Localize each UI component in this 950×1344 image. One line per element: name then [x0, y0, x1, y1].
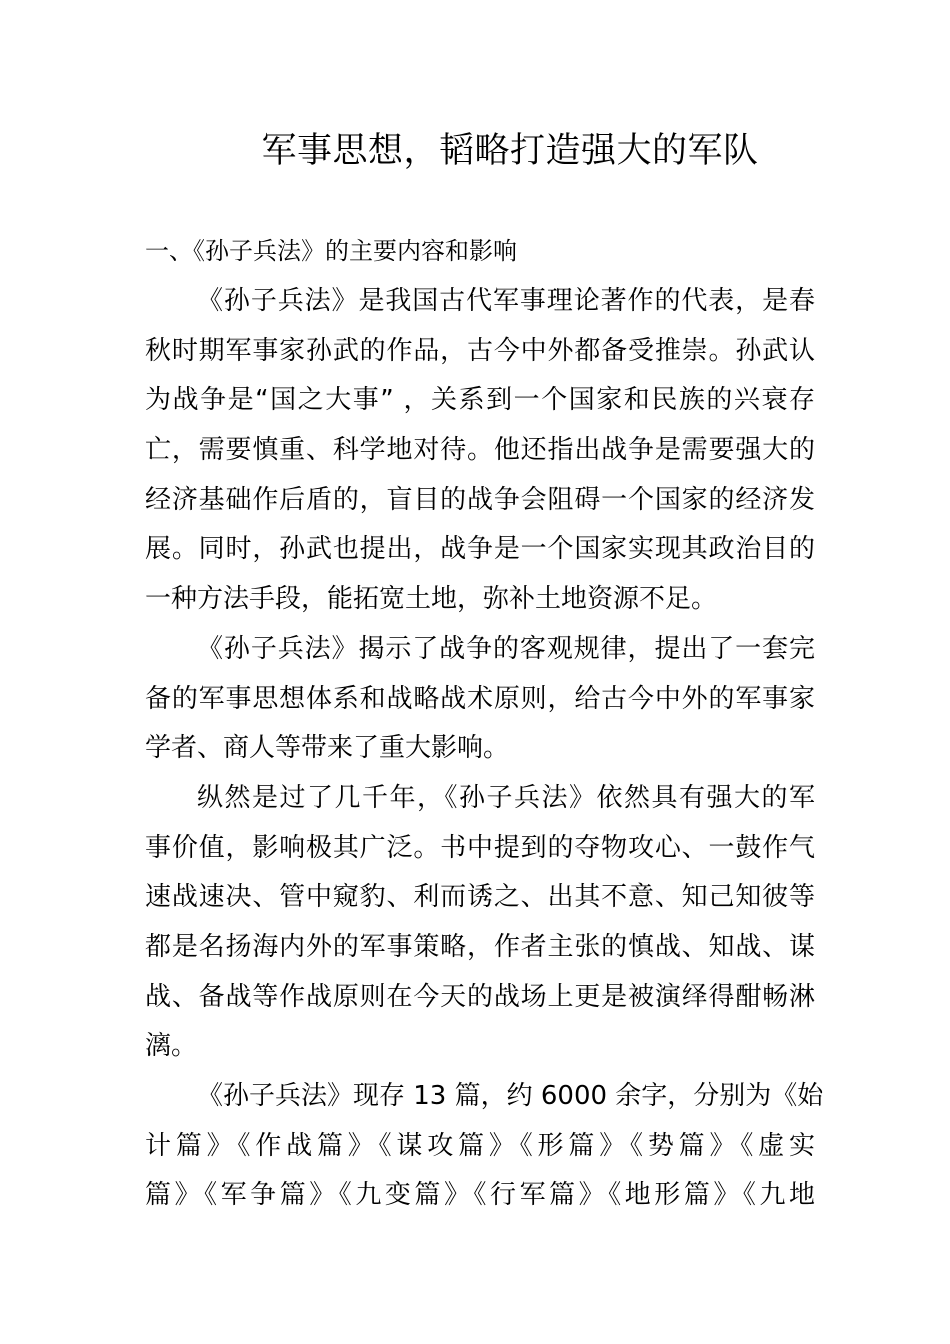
text-line: 备的军事思想体系和战略战术原则，给古今中外的军事家 — [145, 683, 815, 714]
text-line: 速战速决、管中窥豹、利而诱之、出其不意、知己知彼等 — [145, 882, 815, 913]
text-line: 战、备战等作战原则在今天的战场上更是被演绎得酣畅淋 — [145, 981, 815, 1012]
paragraph-3 — [145, 774, 815, 1072]
document-title: 军事思想，韬略打造强大的军队 — [261, 131, 759, 171]
text-line: 《孙子兵法》揭示了战争的客观规律，提出了一套完 — [197, 633, 815, 664]
text-line: 为战争是“国之大事” ，关系到一个国家和民族的兴衰存 — [145, 385, 815, 416]
body-text — [145, 277, 824, 1221]
text-line: 秋时期军事家孙武的作品，古今中外都备受推崇。孙武认 — [145, 335, 815, 366]
text-line: 都是名扬海内外的军事策略，作者主张的慎战、知战、谋 — [145, 931, 815, 962]
paragraph-1 — [145, 277, 815, 625]
section-heading: 一、《孙子兵法》的主要内容和影响 — [145, 237, 517, 265]
text-line: 《孙子兵法》是我国古代军事理论著作的代表，是春 — [197, 286, 815, 316]
text-line: 篇》《军争篇》《九变篇》《行军篇》《地形篇》《九地 — [145, 1180, 815, 1211]
text-line: 计篇》《作战篇》《谋攻篇》《形篇》《势篇》《虚实 — [145, 1130, 815, 1161]
text-line: 展。同时，孙武也提出，战争是一个国家实现其政治目的 — [145, 534, 815, 565]
text-line: 事价值，影响极其广泛。书中提到的夺物攻心、一鼓作气 — [145, 832, 815, 863]
text-line: 学者、商人等带来了重大影响。 — [145, 733, 510, 764]
text-line: 漓。 — [145, 1031, 198, 1062]
paragraph-4 — [145, 1072, 824, 1221]
paragraph-2 — [145, 625, 815, 774]
text-line: 经济基础作后盾的，盲目的战争会阻碍一个国家的经济发 — [145, 484, 815, 515]
text-line: 亡，需要慎重、科学地对待。他还指出战争是需要强大的 — [145, 435, 815, 466]
text-line: 《孙子兵法》现存 13 篇，约 6000 余字，分别为《始 — [197, 1081, 824, 1111]
text-line: 纵然是过了几千年，《孙子兵法》依然具有强大的军 — [197, 782, 815, 813]
text-line: 一种方法手段，能拓宽土地，弥补土地资源不足。 — [145, 584, 718, 615]
